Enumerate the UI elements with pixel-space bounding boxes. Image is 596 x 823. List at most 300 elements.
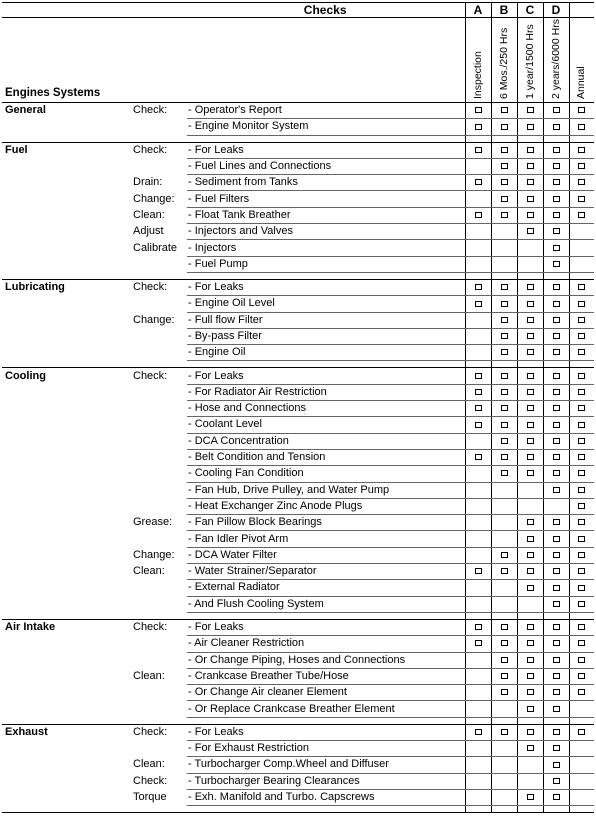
- checkbox-mark-icon: [553, 640, 560, 646]
- check-cell: [517, 401, 543, 417]
- check-cell: [569, 345, 594, 361]
- separator-cell: [517, 806, 543, 813]
- separator-cell: [543, 361, 569, 368]
- action-label: Check:: [133, 726, 168, 739]
- checkbox-mark-icon: [553, 212, 560, 218]
- check-cell: [543, 433, 569, 449]
- check-cell: [543, 580, 569, 596]
- action-label: Clean:: [133, 565, 165, 578]
- check-cell: [491, 175, 517, 191]
- check-cell: [543, 417, 569, 433]
- check-cell: [517, 668, 543, 684]
- action-label: Change:: [133, 313, 175, 326]
- action-label: Torque: [133, 791, 167, 804]
- check-cell: [491, 466, 517, 482]
- check-cell: [465, 401, 491, 417]
- checkbox-mark-icon: [553, 107, 560, 113]
- separator-cell: [2, 806, 131, 813]
- check-cell: [465, 515, 491, 531]
- check-item: - Fan Hub, Drive Pulley, and Water Pump: [187, 482, 465, 498]
- checkbox-mark-icon: [501, 673, 508, 679]
- separator-cell: [465, 272, 491, 279]
- checkbox-mark-icon: [527, 519, 534, 525]
- check-cell: [491, 384, 517, 400]
- check-cell: [543, 279, 569, 295]
- check-cell: [491, 417, 517, 433]
- table-row: [2, 580, 594, 596]
- check-item: - Engine Monitor System: [187, 119, 465, 135]
- check-cell: [465, 449, 491, 465]
- table-row: [2, 564, 594, 580]
- separator-cell: [2, 272, 131, 279]
- separator-cell: [465, 135, 491, 142]
- separator-cell: [2, 361, 131, 368]
- checkbox-mark-icon: [501, 454, 508, 460]
- separator-cell: [465, 361, 491, 368]
- interval-header-c: [517, 18, 543, 103]
- separator-cell: [517, 272, 543, 279]
- checkbox-mark-icon: [527, 212, 534, 218]
- action-label: Grease:: [133, 516, 173, 529]
- check-cell: [543, 449, 569, 465]
- check-cell: [465, 256, 491, 272]
- check-cell: [569, 701, 594, 717]
- check-cell: [517, 724, 543, 740]
- check-cell: [465, 328, 491, 344]
- checkbox-mark-icon: [527, 470, 534, 476]
- check-cell: [465, 240, 491, 256]
- check-cell: [491, 142, 517, 158]
- check-cell: [491, 740, 517, 756]
- check-cell: [543, 498, 569, 514]
- action-label: Change:: [133, 548, 175, 561]
- check-cell: [491, 547, 517, 563]
- action-label: Clean:: [133, 758, 165, 771]
- checkbox-mark-icon: [501, 470, 508, 476]
- checkbox-mark-icon: [527, 454, 534, 460]
- separator-cell: [491, 272, 517, 279]
- check-cell: [517, 119, 543, 135]
- checkbox-mark-icon: [578, 552, 585, 558]
- checkbox-mark-icon: [527, 196, 534, 202]
- checkbox-mark-icon: [527, 389, 534, 395]
- check-cell: [569, 296, 594, 312]
- check-item: - Or Change Piping, Hoses and Connections: [187, 652, 465, 668]
- check-cell: [491, 207, 517, 223]
- check-cell: [517, 564, 543, 580]
- check-cell: [569, 207, 594, 223]
- checkbox-mark-icon: [527, 689, 534, 695]
- checkbox-mark-icon: [553, 228, 560, 234]
- checkbox-mark-icon: [527, 536, 534, 542]
- action-label: [131, 482, 187, 498]
- checkbox-mark-icon: [578, 284, 585, 290]
- action-label: [131, 256, 187, 272]
- action-label: [131, 345, 187, 361]
- checkbox-mark-icon: [475, 405, 482, 411]
- check-cell: [569, 685, 594, 701]
- check-item: - For Leaks: [187, 724, 465, 740]
- checkbox-mark-icon: [501, 124, 508, 130]
- table-row: [2, 701, 594, 717]
- checkbox-mark-icon: [527, 124, 534, 130]
- check-cell: [517, 345, 543, 361]
- table-row: [2, 498, 594, 514]
- check-cell: [491, 773, 517, 789]
- check-cell: [543, 636, 569, 652]
- check-cell: [465, 384, 491, 400]
- table-row: [2, 619, 594, 635]
- checkbox-mark-icon: [527, 585, 534, 591]
- checkbox-mark-icon: [578, 689, 585, 695]
- check-cell: [517, 636, 543, 652]
- interval-header-d: [543, 18, 569, 103]
- section-title-spacer: [2, 564, 131, 580]
- checkbox-mark-icon: [501, 373, 508, 379]
- checkbox-mark-icon: [553, 689, 560, 695]
- checkbox-mark-icon: [501, 389, 508, 395]
- check-cell: [465, 224, 491, 240]
- check-cell: [517, 757, 543, 773]
- check-cell: [517, 191, 543, 207]
- check-cell: [543, 596, 569, 612]
- check-cell: [543, 240, 569, 256]
- check-item: - External Radiator: [187, 580, 465, 596]
- checkbox-mark-icon: [501, 284, 508, 290]
- check-cell: [465, 312, 491, 328]
- checkbox-mark-icon: [553, 624, 560, 630]
- checkbox-mark-icon: [578, 640, 585, 646]
- check-cell: [465, 789, 491, 805]
- check-cell: [569, 668, 594, 684]
- check-cell: [569, 103, 594, 119]
- section-title-spacer: [2, 668, 131, 684]
- section-title: Fuel: [5, 143, 28, 156]
- checkbox-mark-icon: [578, 503, 585, 509]
- action-label: [131, 685, 187, 701]
- section-separator: [2, 717, 594, 724]
- table-row: [2, 757, 594, 773]
- check-cell: [491, 619, 517, 635]
- separator-cell: [131, 272, 187, 279]
- checkbox-mark-icon: [501, 552, 508, 558]
- action-label: [131, 596, 187, 612]
- separator-cell: [543, 135, 569, 142]
- checkbox-mark-icon: [578, 196, 585, 202]
- check-cell: [517, 207, 543, 223]
- table-row: [2, 240, 594, 256]
- checkbox-mark-icon: [578, 487, 585, 493]
- table-row: [2, 466, 594, 482]
- action-label: [131, 433, 187, 449]
- separator-cell: [491, 612, 517, 619]
- check-cell: [491, 596, 517, 612]
- checkbox-mark-icon: [553, 179, 560, 185]
- table-row: [2, 103, 594, 119]
- action-label: [131, 701, 187, 717]
- maintenance-schedule-table: [2, 2, 594, 813]
- separator-cell: [543, 806, 569, 813]
- checkbox-mark-icon: [553, 794, 560, 800]
- check-cell: [569, 417, 594, 433]
- section-title-spacer: [2, 240, 131, 256]
- table-row: [2, 142, 594, 158]
- checkbox-mark-icon: [578, 624, 585, 630]
- separator-cell: [187, 806, 465, 813]
- check-cell: [465, 580, 491, 596]
- checkbox-mark-icon: [501, 624, 508, 630]
- checkbox-mark-icon: [501, 422, 508, 428]
- check-cell: [543, 207, 569, 223]
- check-cell: [465, 685, 491, 701]
- check-cell: [517, 384, 543, 400]
- checkbox-mark-icon: [553, 438, 560, 444]
- check-cell: [569, 580, 594, 596]
- checkbox-mark-icon: [501, 657, 508, 663]
- checkbox-mark-icon: [553, 657, 560, 663]
- check-item: - Float Tank Breather: [187, 207, 465, 223]
- checkbox-mark-icon: [553, 585, 560, 591]
- checkbox-mark-icon: [578, 470, 585, 476]
- check-item: - Hose and Connections: [187, 401, 465, 417]
- table-row: [2, 596, 594, 612]
- action-label: Calibrate: [133, 241, 178, 254]
- section-title-spacer: [2, 417, 131, 433]
- engines-systems-header: Engines Systems: [2, 18, 465, 103]
- check-cell: [517, 296, 543, 312]
- check-cell: [569, 240, 594, 256]
- check-item: - Exh. Manifold and Turbo. Capscrews: [187, 789, 465, 805]
- header-row-intervals: [2, 18, 594, 103]
- check-cell: [517, 417, 543, 433]
- table-row: [2, 417, 594, 433]
- table-row: [2, 515, 594, 531]
- checkbox-mark-icon: [553, 519, 560, 525]
- action-label: Change:: [133, 192, 175, 205]
- check-cell: [569, 119, 594, 135]
- check-item: - Cooling Fan Condition: [187, 466, 465, 482]
- check-cell: [491, 401, 517, 417]
- check-cell: [517, 368, 543, 384]
- section-title: General: [5, 104, 46, 117]
- check-item: - DCA Water Filter: [187, 547, 465, 563]
- check-cell: [465, 498, 491, 514]
- action-label: Check:: [133, 369, 168, 382]
- check-cell: [465, 368, 491, 384]
- table-row: [2, 175, 594, 191]
- checkbox-mark-icon: [475, 124, 482, 130]
- check-cell: [543, 466, 569, 482]
- check-cell: [517, 515, 543, 531]
- checkbox-mark-icon: [527, 729, 534, 735]
- section-title-spacer: [2, 466, 131, 482]
- checkbox-mark-icon: [553, 552, 560, 558]
- separator-cell: [569, 135, 594, 142]
- checkbox-mark-icon: [527, 349, 534, 355]
- checkbox-mark-icon: [553, 196, 560, 202]
- check-cell: [491, 328, 517, 344]
- check-cell: [491, 580, 517, 596]
- section-title-spacer: [2, 401, 131, 417]
- checkbox-mark-icon: [578, 585, 585, 591]
- checkbox-mark-icon: [501, 147, 508, 153]
- checkbox-mark-icon: [553, 261, 560, 267]
- section-title-spacer: [2, 207, 131, 223]
- checkbox-mark-icon: [578, 454, 585, 460]
- check-cell: [491, 652, 517, 668]
- checkbox-mark-icon: [553, 124, 560, 130]
- check-cell: [465, 531, 491, 547]
- check-item: - By-pass Filter: [187, 328, 465, 344]
- check-item: - For Radiator Air Restriction: [187, 384, 465, 400]
- table-row: [2, 724, 594, 740]
- check-cell: [517, 580, 543, 596]
- section-title-spacer: [2, 449, 131, 465]
- check-cell: [569, 328, 594, 344]
- checkbox-mark-icon: [578, 124, 585, 130]
- action-label: [131, 466, 187, 482]
- check-item: - Belt Condition and Tension: [187, 449, 465, 465]
- checkbox-mark-icon: [578, 301, 585, 307]
- checkbox-mark-icon: [578, 422, 585, 428]
- check-cell: [491, 482, 517, 498]
- checkbox-mark-icon: [553, 147, 560, 153]
- section-title-spacer: [2, 596, 131, 612]
- checkbox-mark-icon: [527, 228, 534, 234]
- check-item: - Turbocharger Bearing Clearances: [187, 773, 465, 789]
- check-cell: [491, 256, 517, 272]
- section-title-spacer: [2, 345, 131, 361]
- checkbox-mark-icon: [553, 706, 560, 712]
- check-cell: [491, 103, 517, 119]
- checkbox-mark-icon: [527, 107, 534, 113]
- check-cell: [517, 619, 543, 635]
- checkbox-mark-icon: [527, 147, 534, 153]
- check-cell: [491, 531, 517, 547]
- checkbox-mark-icon: [501, 405, 508, 411]
- separator-cell: [187, 717, 465, 724]
- check-cell: [569, 279, 594, 295]
- interval-label-2-years: 2 years/6000 Hrs: [549, 19, 562, 99]
- checkbox-mark-icon: [527, 624, 534, 630]
- separator-cell: [131, 361, 187, 368]
- checkbox-mark-icon: [527, 333, 534, 339]
- checkbox-mark-icon: [578, 405, 585, 411]
- check-cell: [491, 191, 517, 207]
- check-cell: [517, 103, 543, 119]
- checkbox-mark-icon: [475, 729, 482, 735]
- table-body: [2, 3, 594, 813]
- action-label: [131, 417, 187, 433]
- checkbox-mark-icon: [578, 349, 585, 355]
- interval-header-annual: [569, 18, 594, 103]
- check-cell: [543, 773, 569, 789]
- check-item: - For Leaks: [187, 142, 465, 158]
- section-title-spacer: [2, 191, 131, 207]
- section-title-spacer: [2, 652, 131, 668]
- checkbox-mark-icon: [578, 373, 585, 379]
- check-item: - For Leaks: [187, 279, 465, 295]
- check-cell: [543, 103, 569, 119]
- check-item: - Water Strainer/Separator: [187, 564, 465, 580]
- check-cell: [465, 652, 491, 668]
- check-cell: [569, 466, 594, 482]
- section-separator: [2, 806, 594, 813]
- check-cell: [465, 207, 491, 223]
- checkbox-mark-icon: [527, 373, 534, 379]
- checkbox-mark-icon: [578, 657, 585, 663]
- checkbox-mark-icon: [578, 568, 585, 574]
- check-item: - For Exhaust Restriction: [187, 740, 465, 756]
- checkbox-mark-icon: [475, 373, 482, 379]
- action-label: Adjust: [133, 225, 164, 238]
- section-title-spacer: [2, 328, 131, 344]
- check-item: - Turbocharger Comp.Wheel and Diffuser: [187, 757, 465, 773]
- table-row: [2, 328, 594, 344]
- check-cell: [517, 652, 543, 668]
- check-cell: [543, 564, 569, 580]
- table-row: [2, 668, 594, 684]
- check-cell: [543, 515, 569, 531]
- check-cell: [543, 547, 569, 563]
- check-cell: [491, 368, 517, 384]
- checkbox-mark-icon: [501, 163, 508, 169]
- separator-cell: [2, 717, 131, 724]
- check-cell: [517, 789, 543, 805]
- check-cell: [465, 724, 491, 740]
- checkbox-mark-icon: [578, 317, 585, 323]
- checkbox-mark-icon: [527, 745, 534, 751]
- interval-header-b: [491, 18, 517, 103]
- check-cell: [465, 619, 491, 635]
- check-cell: [517, 740, 543, 756]
- check-cell: [465, 345, 491, 361]
- checkbox-mark-icon: [475, 284, 482, 290]
- check-item: - Sediment from Tanks: [187, 175, 465, 191]
- check-cell: [569, 312, 594, 328]
- check-cell: [569, 515, 594, 531]
- table-row: [2, 279, 594, 295]
- check-cell: [491, 789, 517, 805]
- checkbox-mark-icon: [527, 301, 534, 307]
- check-cell: [569, 158, 594, 174]
- separator-cell: [517, 717, 543, 724]
- checkbox-mark-icon: [475, 107, 482, 113]
- checkbox-mark-icon: [553, 422, 560, 428]
- column-letter-b: B: [491, 3, 517, 18]
- check-cell: [543, 345, 569, 361]
- check-cell: [543, 668, 569, 684]
- check-item: - Engine Oil Level: [187, 296, 465, 312]
- checkbox-mark-icon: [501, 317, 508, 323]
- separator-cell: [569, 612, 594, 619]
- check-cell: [569, 224, 594, 240]
- action-label: [131, 652, 187, 668]
- check-cell: [569, 191, 594, 207]
- checkbox-mark-icon: [527, 706, 534, 712]
- check-cell: [543, 384, 569, 400]
- checkbox-mark-icon: [527, 552, 534, 558]
- check-cell: [465, 466, 491, 482]
- separator-cell: [465, 612, 491, 619]
- check-cell: [543, 312, 569, 328]
- separator-cell: [517, 135, 543, 142]
- checkbox-mark-icon: [527, 673, 534, 679]
- checkbox-mark-icon: [553, 762, 560, 768]
- check-cell: [465, 279, 491, 295]
- check-cell: [491, 685, 517, 701]
- separator-cell: [465, 717, 491, 724]
